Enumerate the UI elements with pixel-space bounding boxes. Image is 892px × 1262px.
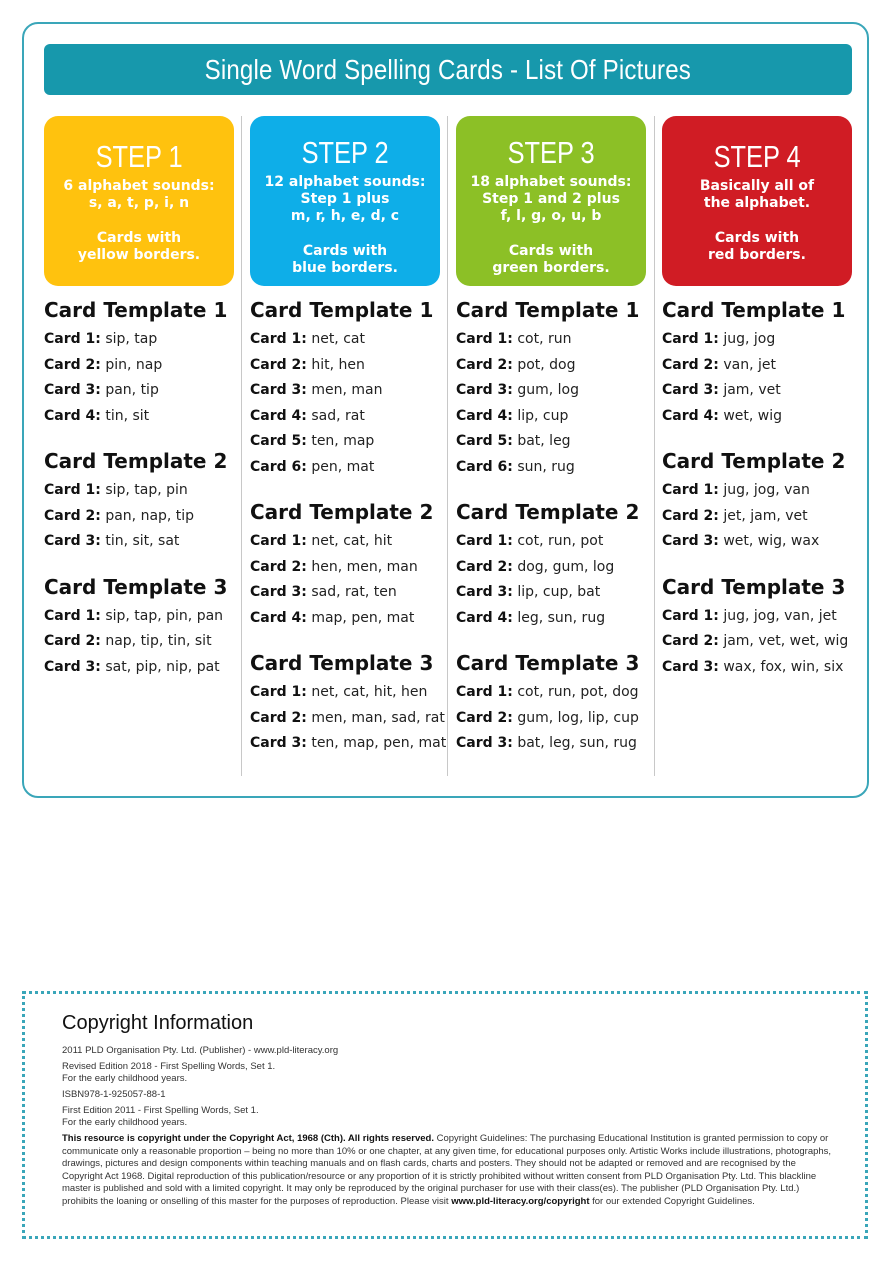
card-entry xyxy=(250,580,440,606)
card-label: Card 3: xyxy=(456,382,513,398)
card-entry xyxy=(456,580,646,606)
card-words: men, man xyxy=(311,382,383,398)
card-words: sad, rat, ten xyxy=(311,584,397,600)
step-column-3 xyxy=(456,116,646,757)
step-label: STEP 3 xyxy=(507,135,595,170)
card-entry xyxy=(662,478,852,504)
card-entry xyxy=(456,404,646,430)
border-note xyxy=(44,230,234,264)
card-words: cot, run xyxy=(517,331,572,347)
card-entry xyxy=(662,629,852,655)
card-label: Card 1: xyxy=(44,482,101,498)
card-words: lip, cup, bat xyxy=(517,584,601,600)
card-template-title: Card Template 3 xyxy=(44,574,228,599)
card-entry xyxy=(456,455,646,481)
card-entry xyxy=(44,604,234,630)
card-words: dog, gum, log xyxy=(517,558,615,575)
card-words: pot, dog xyxy=(517,356,576,373)
card-words: gum, log xyxy=(517,382,579,398)
step-sounds-line: f, l, g, o, u, b xyxy=(500,208,602,224)
revised-edition-line: Revised Edition 2018 - First Spelling Words, Set 1. xyxy=(62,1061,276,1072)
card-words: tin, sit xyxy=(105,407,150,424)
page-title: Single Word Spelling Cards - List Of Pictures xyxy=(204,53,692,85)
card-label: Card 3: xyxy=(250,584,307,600)
card-template-title: Card Template 2 xyxy=(662,449,846,473)
card-entry xyxy=(250,555,440,581)
card-entry xyxy=(662,378,852,404)
card-words: jet, jam, vet xyxy=(723,507,808,524)
step-sounds xyxy=(250,174,440,225)
card-label: Card 5: xyxy=(456,433,513,449)
card-words: bat, leg, sun, rug xyxy=(517,735,637,751)
first-edition xyxy=(62,1105,832,1129)
card-label: Card 1: xyxy=(250,331,307,347)
card-entry xyxy=(456,606,646,632)
card-template-title: Card Template 3 xyxy=(250,651,434,675)
card-words: gum, log, lip, cup xyxy=(517,709,639,726)
step-box-2 xyxy=(250,116,440,286)
card-label: Card 2: xyxy=(456,356,513,373)
card-label: Card 1: xyxy=(44,331,101,347)
card-entry xyxy=(44,504,234,530)
card-label: Card 4: xyxy=(456,609,513,626)
card-label: Card 3: xyxy=(662,533,719,549)
card-words: nap, tip, tin, sit xyxy=(105,633,212,649)
card-label: Card 6: xyxy=(250,458,307,475)
card-words: men, man, sad, rat xyxy=(311,709,445,726)
card-entry xyxy=(44,478,234,504)
card-label: Card 1: xyxy=(456,684,513,700)
card-entry xyxy=(662,353,852,379)
card-words: pan, tip xyxy=(105,382,159,398)
card-template-1 xyxy=(250,297,440,480)
card-words: leg, sun, rug xyxy=(517,609,606,626)
card-entry xyxy=(250,327,440,353)
card-entry xyxy=(250,404,440,430)
card-entry xyxy=(44,327,234,353)
step-sounds xyxy=(44,178,234,212)
card-label: Card 4: xyxy=(250,407,307,424)
card-words: bat, leg xyxy=(517,433,571,449)
card-entry xyxy=(44,404,234,430)
card-template-title: Card Template 3 xyxy=(456,651,640,675)
border-note-line: Cards with xyxy=(302,243,388,259)
step-sounds-line: s, a, t, p, i, n xyxy=(88,195,190,211)
card-template-title: Card Template 1 xyxy=(456,298,640,322)
step-box-3 xyxy=(456,116,646,286)
card-label: Card 2: xyxy=(44,507,101,524)
card-entry xyxy=(662,327,852,353)
card-label: Card 4: xyxy=(456,407,513,424)
card-template-3 xyxy=(250,650,447,757)
border-note-line: Cards with xyxy=(508,243,594,259)
card-label: Card 3: xyxy=(662,658,719,675)
step-sounds xyxy=(456,174,646,225)
card-words: map, pen, mat xyxy=(311,609,415,626)
border-note xyxy=(250,243,440,277)
step-sounds-line: Step 1 plus xyxy=(300,191,390,207)
card-words: hen, men, man xyxy=(311,558,418,575)
column-divider xyxy=(447,116,448,776)
card-label: Card 2: xyxy=(44,356,101,373)
card-entry xyxy=(662,404,852,430)
card-entry xyxy=(44,629,234,655)
card-label: Card 2: xyxy=(456,709,513,726)
card-entry xyxy=(456,353,646,379)
card-template-title: Card Template 2 xyxy=(44,449,228,473)
card-template-1 xyxy=(662,297,852,429)
isbn: ISBN978-1-925057-88-1 xyxy=(62,1089,166,1100)
card-label: Card 1: xyxy=(662,331,719,347)
step-sounds-line: 6 alphabet sounds: xyxy=(63,178,215,194)
card-label: Card 1: xyxy=(44,607,101,624)
step-sounds-line: the alphabet. xyxy=(703,195,811,211)
card-template-2 xyxy=(662,448,852,555)
step-sounds-line: 18 alphabet sounds: xyxy=(470,174,632,190)
card-words: ten, map, pen, mat xyxy=(311,735,447,751)
card-words: pan, nap, tip xyxy=(105,507,195,524)
card-template-title: Card Template 1 xyxy=(662,298,846,322)
border-note-line: blue borders. xyxy=(292,260,398,276)
card-words: jam, vet, wet, wig xyxy=(723,633,849,649)
card-label: Card 2: xyxy=(250,356,307,373)
card-words: sip, tap, pin xyxy=(105,482,188,498)
revised-edition xyxy=(62,1061,832,1085)
copyright-notice: This resource is copyright under the Copyright Act, 1968 (Cth). All rights reserved. xyxy=(62,1133,434,1144)
first-edition-line: First Edition 2011 - First Spelling Words, Set 1. xyxy=(62,1105,259,1116)
card-words: sad, rat xyxy=(311,407,365,424)
card-words: cot, run, pot, dog xyxy=(517,684,639,700)
card-words: wax, fox, win, six xyxy=(723,658,844,675)
border-note-line: Cards with xyxy=(96,230,182,246)
card-label: Card 2: xyxy=(662,356,719,373)
card-words: wet, wig xyxy=(723,407,783,424)
card-entry xyxy=(456,555,646,581)
step-box-4 xyxy=(662,116,852,286)
step-sounds-line: m, r, h, e, d, c xyxy=(290,208,400,224)
card-entry xyxy=(662,529,852,555)
card-words: net, cat, hit, hen xyxy=(311,684,428,700)
step-sounds-line: Basically all of xyxy=(699,178,815,194)
card-entry xyxy=(250,353,440,379)
card-words: net, cat xyxy=(311,331,365,347)
card-words: jug, jog, van, jet xyxy=(723,607,837,624)
step-label: STEP 4 xyxy=(713,139,801,174)
card-template-3 xyxy=(662,574,852,681)
card-label: Card 3: xyxy=(44,533,101,549)
card-label: Card 5: xyxy=(250,433,307,449)
card-entry xyxy=(456,731,646,757)
card-label: Card 2: xyxy=(662,633,719,649)
copyright-body: Copyright Guidelines: The purchasing Educational Institution is granted permission to copy or communicate only a reasonable proportion – being no more than 10% or one chapter, at any given time, for educational purposes only. Artistic Works include illustrations, photographs, drawings, pictures and design components within teaching manuals and on flash cards, charts and posters. They should not be adapted or removed and are recognised by the Copyright Act 1968. Digital reproduction of this publication/resource or any proportion of it is strictly prohibited without written consent from PLD Organisation Pty. Ltd. This blackline master is published and sold with a limited copyright. It may only be reproduced by the original purchaser for use with their class(es). The publisher (PLD Organisation Pty. Ltd.) prohibits the loaning or onselling of this master for the purposes of reproduction. Please visit xyxy=(62,1133,832,1207)
card-entry xyxy=(456,680,646,706)
card-label: Card 3: xyxy=(662,382,719,398)
card-template-title: Card Template 2 xyxy=(456,500,640,524)
card-words: sun, rug xyxy=(517,458,575,475)
card-template-title: Card Template 1 xyxy=(44,298,228,322)
card-words: ten, map xyxy=(311,433,375,449)
card-words: cot, run, pot xyxy=(517,533,604,549)
card-label: Card 1: xyxy=(456,533,513,549)
card-entry xyxy=(250,731,447,757)
card-template-2 xyxy=(250,499,440,631)
card-template-1 xyxy=(44,297,234,429)
revised-edition-audience: For the early childhood years. xyxy=(62,1073,188,1084)
card-entry xyxy=(250,529,440,555)
card-template-title: Card Template 3 xyxy=(662,574,846,599)
border-note xyxy=(662,230,852,264)
card-entry xyxy=(250,429,440,455)
card-label: Card 1: xyxy=(662,607,719,624)
card-words: hit, hen xyxy=(311,356,365,373)
card-template-title: Card Template 1 xyxy=(250,298,434,322)
step-sounds-line: 12 alphabet sounds: xyxy=(264,174,426,190)
card-words: jug, jog, van xyxy=(723,482,810,498)
card-template-2 xyxy=(44,448,234,555)
copyright-title: Copyright Information xyxy=(62,1012,254,1034)
card-words: lip, cup xyxy=(517,407,569,424)
card-template-title: Card Template 2 xyxy=(250,500,434,524)
card-entry xyxy=(456,706,646,732)
step-sounds xyxy=(662,178,852,212)
card-entry xyxy=(44,378,234,404)
card-words: pin, nap xyxy=(105,356,163,373)
card-template-2 xyxy=(456,499,646,631)
card-label: Card 1: xyxy=(250,533,307,549)
page-title-bar xyxy=(44,44,852,95)
step-sounds-line: Step 1 and 2 plus xyxy=(482,191,620,207)
card-words: sip, tap xyxy=(105,331,158,347)
card-entry xyxy=(662,655,852,681)
column-divider xyxy=(654,116,655,776)
card-entry xyxy=(456,429,646,455)
step-label: STEP 2 xyxy=(301,135,389,170)
card-entry xyxy=(250,606,440,632)
card-words: net, cat, hit xyxy=(311,533,393,549)
step-column-2 xyxy=(250,116,447,757)
card-label: Card 6: xyxy=(456,458,513,475)
step-box-1 xyxy=(44,116,234,286)
card-label: Card 2: xyxy=(250,558,307,575)
card-label: Card 3: xyxy=(456,584,513,600)
card-template-3 xyxy=(456,650,646,757)
column-divider xyxy=(241,116,242,776)
card-words: sip, tap, pin, pan xyxy=(105,607,224,624)
border-note-line: red borders. xyxy=(708,247,806,263)
card-entry xyxy=(456,327,646,353)
publisher-line: 2011 PLD Organisation Pty. Ltd. (Publisher) - www.pld-literacy.org xyxy=(62,1045,339,1056)
card-label: Card 4: xyxy=(250,609,307,626)
card-template-3 xyxy=(44,574,234,681)
border-note-line: green borders. xyxy=(492,260,610,276)
card-words: pen, mat xyxy=(311,458,375,475)
card-entry xyxy=(44,529,234,555)
step-column-1 xyxy=(44,116,234,680)
card-label: Card 2: xyxy=(44,633,101,649)
card-entry xyxy=(250,378,440,404)
border-note-line: Cards with xyxy=(714,230,800,246)
card-template-1 xyxy=(456,297,646,480)
card-entry xyxy=(662,604,852,630)
copyright-guidelines xyxy=(62,1133,832,1209)
card-label: Card 4: xyxy=(662,407,719,424)
card-entry xyxy=(456,378,646,404)
card-label: Card 1: xyxy=(456,331,513,347)
card-entry xyxy=(44,655,234,681)
card-label: Card 3: xyxy=(44,658,101,675)
card-label: Card 2: xyxy=(662,507,719,524)
card-label: Card 2: xyxy=(250,709,307,726)
card-words: van, jet xyxy=(723,356,776,373)
card-label: Card 3: xyxy=(250,382,307,398)
card-label: Card 3: xyxy=(44,382,101,398)
card-label: Card 1: xyxy=(662,482,719,498)
copyright-box xyxy=(22,991,868,1239)
card-words: jam, vet xyxy=(723,382,781,398)
card-entry xyxy=(250,455,440,481)
card-entry xyxy=(662,504,852,530)
step-column-4 xyxy=(662,116,852,680)
card-entry xyxy=(44,353,234,379)
card-label: Card 1: xyxy=(250,684,307,700)
card-words: jug, jog xyxy=(723,331,776,347)
border-note-line: yellow borders. xyxy=(77,247,201,263)
card-label: Card 3: xyxy=(250,735,307,751)
card-label: Card 2: xyxy=(456,558,513,575)
card-entry xyxy=(250,680,440,706)
card-entry xyxy=(456,529,646,555)
card-entry xyxy=(250,706,445,732)
border-note xyxy=(456,243,646,277)
first-edition-audience: For the early childhood years. xyxy=(62,1117,188,1128)
copyright-tail: for our extended Copyright Guidelines. xyxy=(589,1195,755,1207)
card-words: tin, sit, sat xyxy=(105,533,180,549)
step-label: STEP 1 xyxy=(95,139,183,174)
card-label: Card 4: xyxy=(44,407,101,424)
copyright-link[interactable]: www.pld-literacy.org/copyright xyxy=(451,1195,590,1207)
card-label: Card 3: xyxy=(456,735,513,751)
card-words: sat, pip, nip, pat xyxy=(105,658,220,675)
card-words: wet, wig, wax xyxy=(723,533,820,549)
